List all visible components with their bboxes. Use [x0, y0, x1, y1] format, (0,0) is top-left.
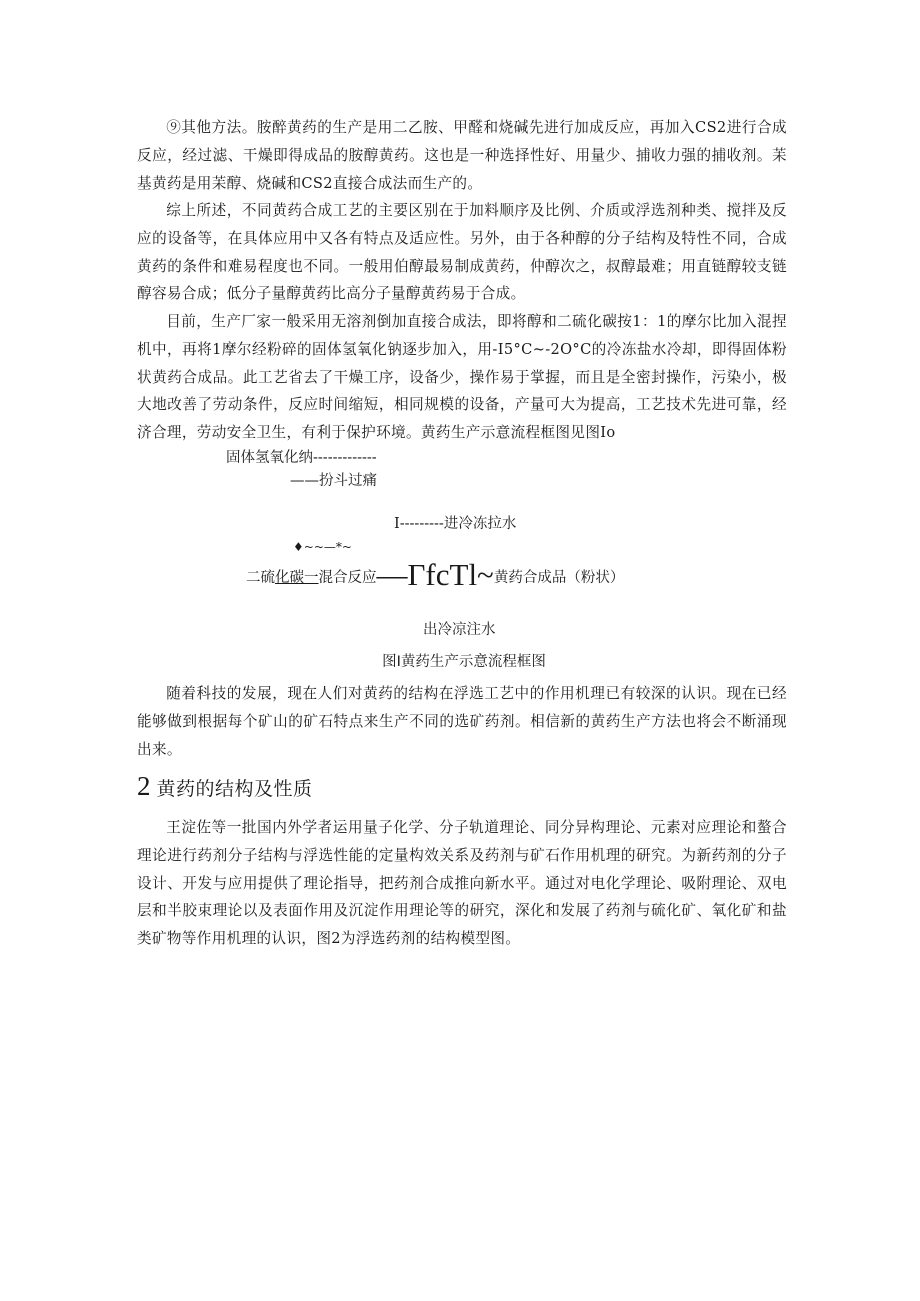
paragraph-research: 王淀佐等一批国内外学者运用量子化学、分子轨道理论、同分异构理论、元素对应理论和螯合理论进行药剂分子结构与浮选性能的定量构效关系及药剂与矿石作用机理的研究。为新药剂的分子设计、开发与应用提供了理论指导，把药剂合成推向新水平。通过对电化学理论、吸附理论、双电层和半胶束理论以及表面作用及沉淀作用理论等的研究，深化和发展了药剂与硫化矿、氧化矿和盐类矿物等作用机理的认识，图2为浮选药剂的结构模型图。	[137, 819, 787, 948]
flowchart-cooling-out-label: 出冷凉注水	[423, 622, 496, 638]
flowchart-mix-reaction: 混合反应	[318, 570, 377, 586]
paragraph-other-methods: ⑨其他方法。胺醉黄药的生产是用二乙胺、甲醛和烧碱先进行加成反应，再加入CS2进行合成反应，经过滤、干燥即得成品的胺醇黄药。这也是一种选择性好、用量少、捕收力强的捕收剂。苿基黄药是用苿醇、烧碱和CS2直接合成法而生产的。	[137, 119, 787, 192]
flowchart-cooling-in-label: I---------进冷冻拉水	[394, 516, 517, 532]
section-title: 黄药的结构及性质	[156, 778, 313, 800]
paragraph-current-process: 目前，生产厂家一般采用无溶剂倒加直接合成法，即将醇和二硫化碳按1：1的摩尔比加入混捏机中，再将1摩尔经粉碎的固体氢氧化钠逐步加入，用-I5°C~-2O°C的冷冻盐水冷却，即得固体粉状黄药合成品。此工艺省去了干燥工序，设备少，操作易于掌握，而且是全密封操作，污染小，极大地改善了劳动条件，反应时间缩短，相同规模的设备，产量可大为提高，工艺技术先进可靠，经济合理，劳动安全卫生，有利于保护环境。黄药生产示意流程框图见图Io	[137, 313, 787, 442]
flowchart-arrow-garbled: —ΓfcTl~	[376, 557, 494, 592]
flowchart-main-row	[246, 557, 625, 592]
paragraph-summary: 综上所述，不同黄药合成工艺的主要区别在于加料顺序及比例、介质或浮选剂种类、搅拌及反应的设备等，在具体应用中又各有特点及适应性。另外，由于各种醇的分子结构及特性不同，合成黄药的条件和难易程度也不同。一般用伯醇最易制成黄药，仲醇次之，叔醇最难；用直链醇较支链醇容易合成；低分子量醇黄药比高分子量醇黄药易于合成。	[137, 202, 787, 303]
flowchart-naoh-label: 固体氢氧化纳-------------	[226, 450, 377, 466]
section-heading	[137, 770, 313, 806]
paragraph-development: 随着科技的发展，现在人们对黄药的结构在浮选工艺中的作用机理已有较深的认识。现在已经能够做到根据每个矿山的矿石特点来生产不同的选矿药剂。相信新的黄药生产方法也将会不断涌现出来。	[137, 685, 787, 758]
flowchart-cs2-prefix: 二硫	[246, 570, 275, 586]
flowchart-product-label: 黄药合成品（粉状）	[493, 570, 625, 586]
section-number: 2	[137, 771, 151, 801]
figure-caption: 图I黄药生产示意流程框图	[382, 654, 546, 670]
flowchart-arrow-marks: ♦~~—*~	[293, 540, 352, 554]
flowchart-crush-label: ——扮斗过痛	[290, 473, 377, 489]
flowchart-cs2-underlined: 化碳一	[275, 570, 319, 586]
